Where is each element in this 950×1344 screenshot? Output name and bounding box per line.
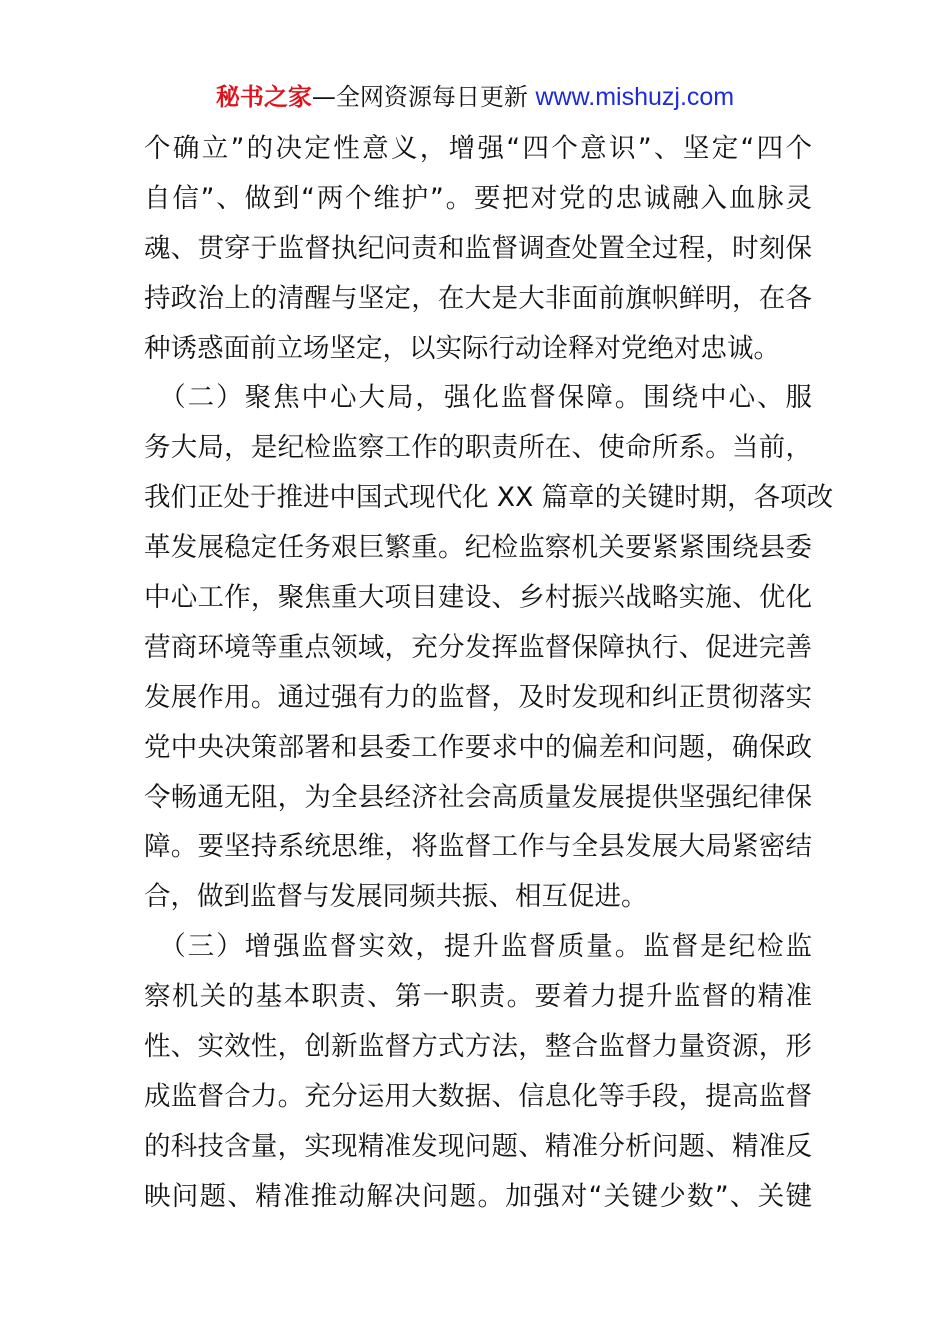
text-line: 种诱惑面前立场坚定，以实际行动诠释对党绝对忠诚。 xyxy=(144,332,780,364)
site-url-link[interactable]: www.mishuzj.com xyxy=(535,83,735,111)
section-heading-line: （二）聚焦中心大局，强化监督保障。围绕中心、服 xyxy=(144,382,812,414)
text-line: 自信”、做到“两个维护”。要把对党的忠诚融入血脉灵 xyxy=(144,182,812,214)
text-line: 障。要坚持系统思维，将监督工作与全县发展大局紧密结 xyxy=(144,831,812,863)
text-line: 营商环境等重点领域，充分发挥监督保障执行、促进完善 xyxy=(144,631,812,663)
text-line: 映问题、精准推动解决问题。加强对“关键少数”、关键 xyxy=(144,1180,812,1212)
text-line: 察机关的基本职责、第一职责。要着力提升监督的精准 xyxy=(144,981,812,1013)
section-heading-line: （三）增强监督实效，提升监督质量。监督是纪检监 xyxy=(144,931,812,963)
text-line: 合，做到监督与发展同频共振、相互促进。 xyxy=(144,881,648,913)
site-slogan: —全网资源每日更新 xyxy=(311,83,536,111)
text-line: 我们正处于推进中国式现代化 XX 篇章的关键时期，各项改 xyxy=(144,482,834,514)
text-line: 中心工作，聚焦重大项目建设、乡村振兴战略实施、优化 xyxy=(144,582,812,614)
text-line: 革发展稳定任务艰巨繁重。纪检监察机关要紧紧围绕县委 xyxy=(144,532,812,564)
text-line: 成监督合力。充分运用大数据、信息化等手段，提高监督 xyxy=(144,1080,812,1112)
text-line: 魂、贯穿于监督执纪问责和监督调查处置全过程，时刻保 xyxy=(144,232,812,264)
text-line: 性、实效性，创新监督方式方法，整合监督力量资源，形 xyxy=(144,1031,812,1063)
text-line: 党中央决策部署和县委工作要求中的偏差和问题，确保政 xyxy=(144,731,812,763)
text-line: 持政治上的清醒与坚定，在大是大非面前旗帜鲜明，在各 xyxy=(144,282,812,314)
text-line: 的科技含量，实现精准发现问题、精准分析问题、精准反 xyxy=(144,1130,812,1162)
document-body xyxy=(144,124,834,1222)
text-line: 发展作用。通过强有力的监督，及时发现和纠正贯彻落实 xyxy=(144,681,812,713)
site-brand: 秘书之家 xyxy=(215,83,312,111)
text-line: 个确立”的决定性意义，增强“四个意识”、坚定“四个 xyxy=(144,133,812,164)
text-line: 务大局，是纪检监察工作的职责所在、使命所系。当前， xyxy=(144,432,812,464)
site-header xyxy=(0,80,950,114)
text-line: 令畅通无阻，为全县经济社会高质量发展提供坚强纪律保 xyxy=(144,781,812,813)
